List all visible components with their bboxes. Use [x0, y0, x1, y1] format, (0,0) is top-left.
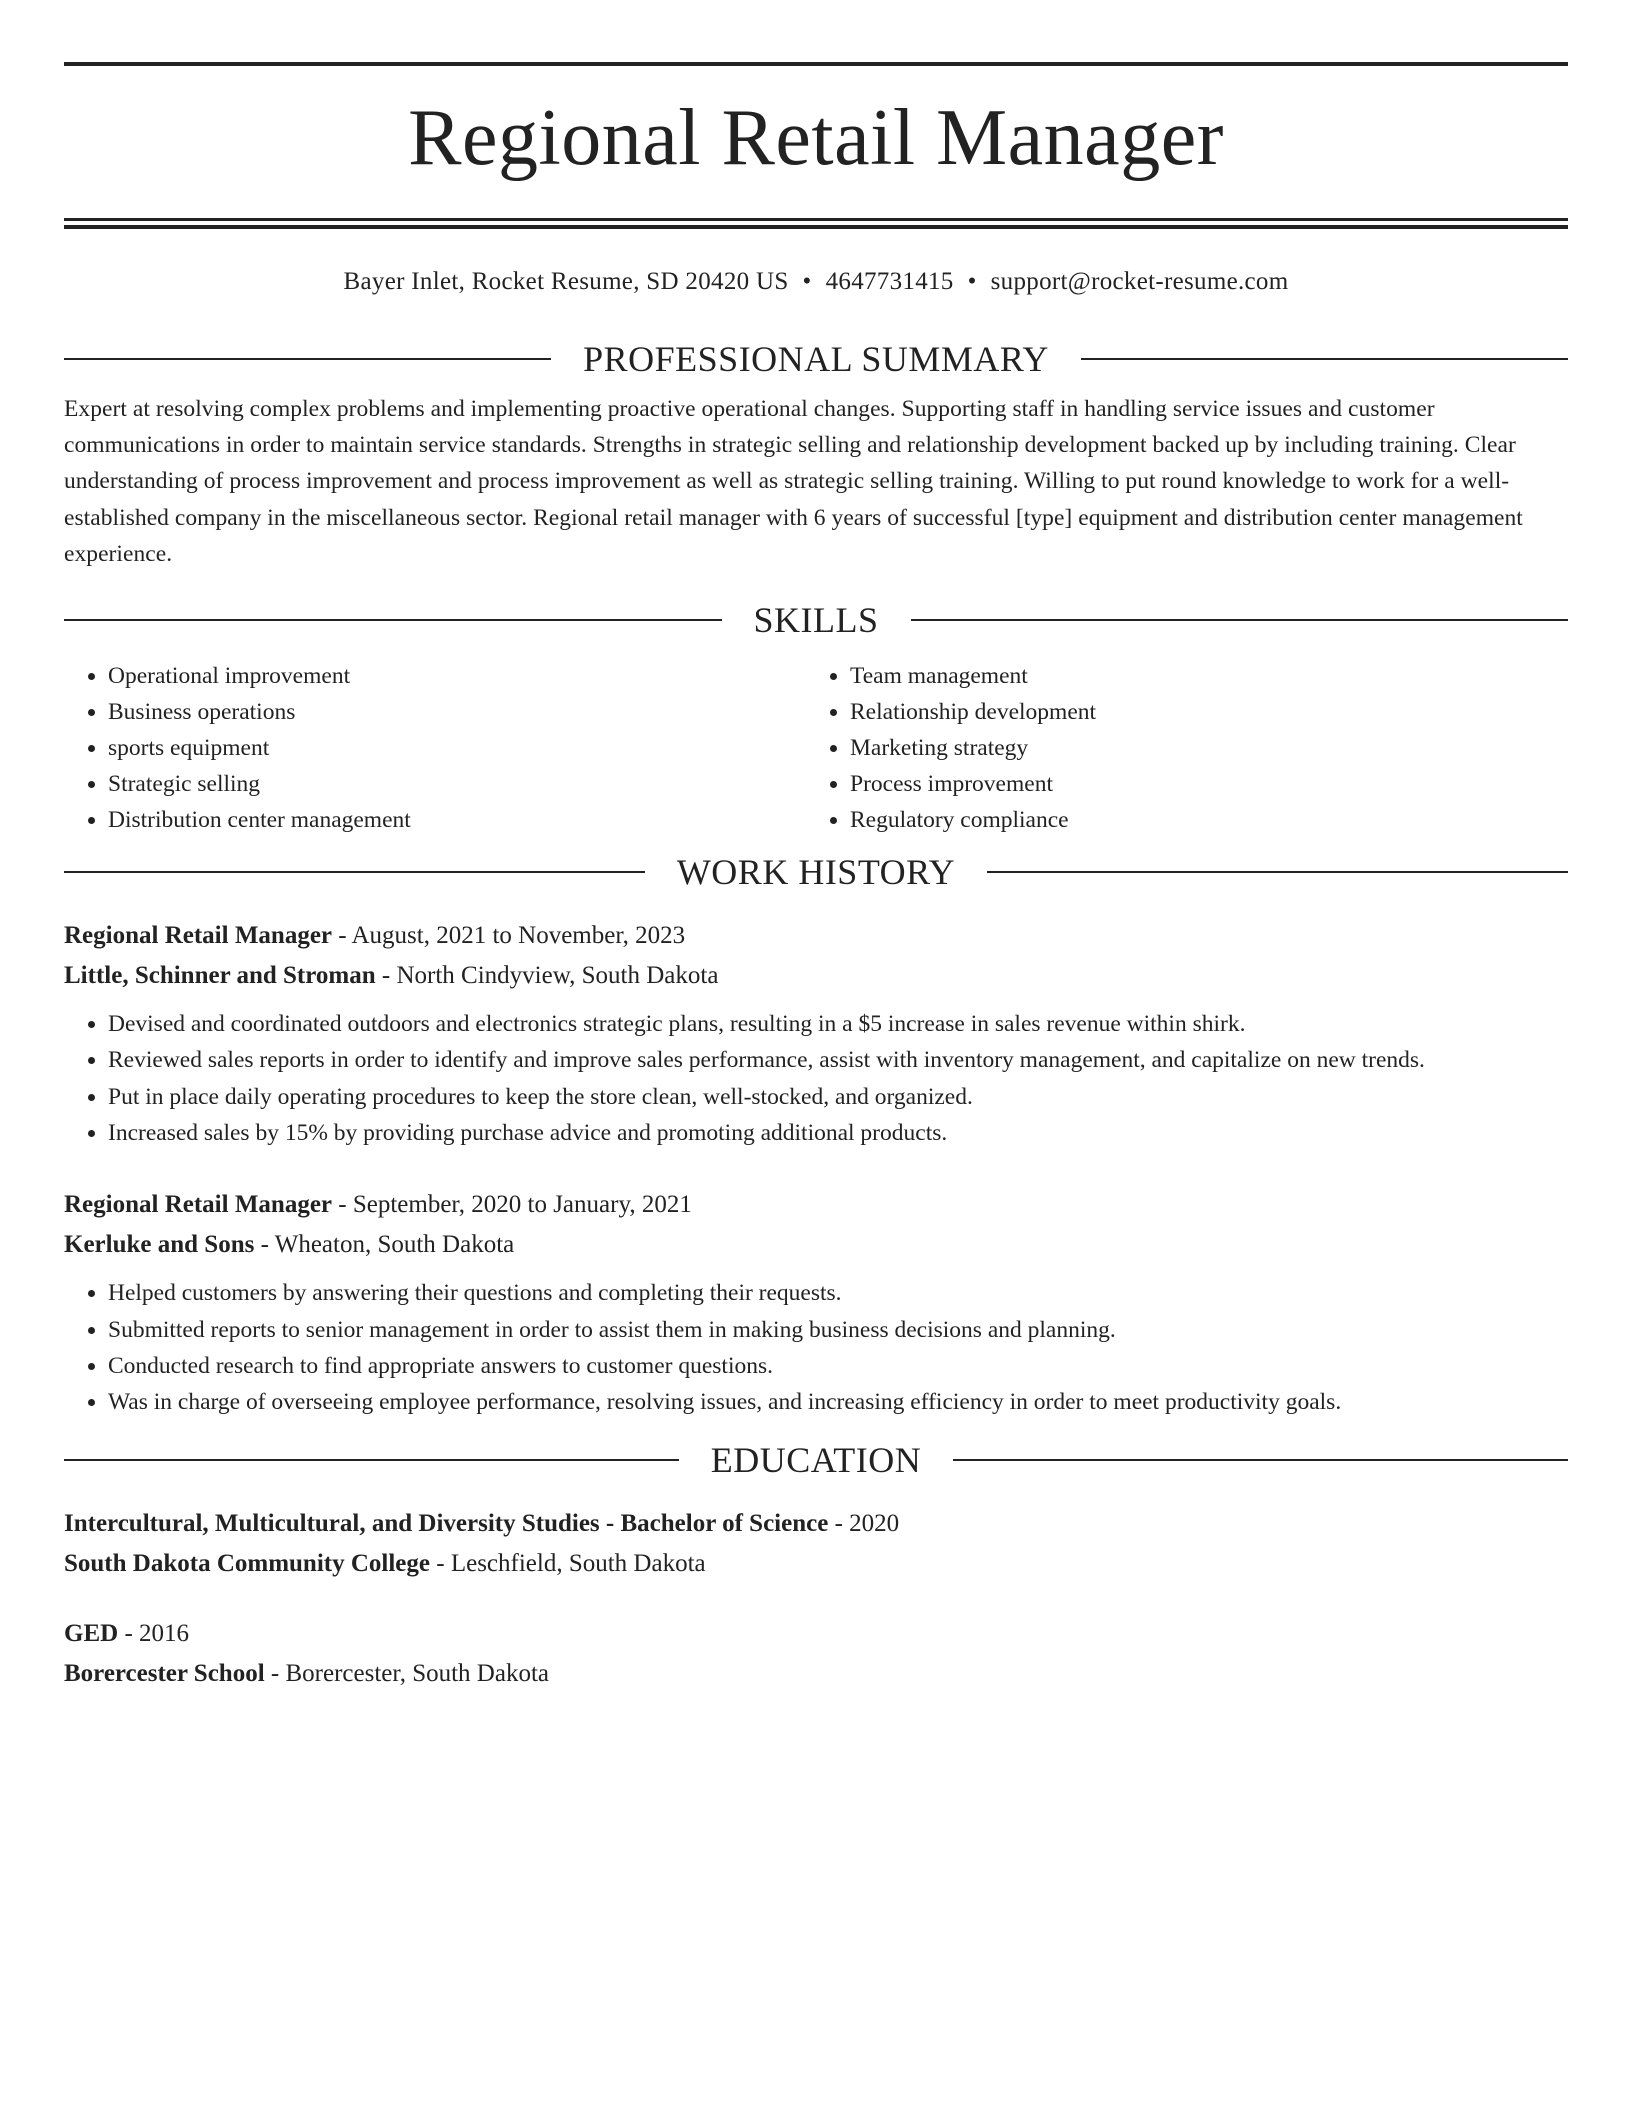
education-school: Borercester School: [64, 1660, 265, 1688]
education-entry: [64, 1614, 1568, 1694]
education-heading: [64, 1438, 1568, 1482]
job-bullets: [64, 1006, 1568, 1151]
skill-item: • sports equipment: [108, 730, 806, 766]
skill-item: • Distribution center management: [108, 802, 806, 838]
heading-rule: [987, 871, 1568, 873]
education-year: - 2016: [118, 1620, 190, 1648]
top-rule: [64, 62, 1568, 66]
job-company-line: [64, 956, 1568, 996]
education-school: South Dakota Community College: [64, 1550, 430, 1578]
job-dates: - September, 2020 to January, 2021: [332, 1191, 692, 1219]
job-company: Little, Schinner and Stroman: [64, 962, 376, 990]
job-location: - North Cindyview, South Dakota: [375, 962, 719, 990]
work-title: WORK HISTORY: [676, 852, 956, 893]
job-bullet: • Conducted research to find appropriate answers to customer questions.: [108, 1348, 1568, 1384]
work-heading: [64, 850, 1568, 894]
contact-line: [64, 267, 1568, 297]
education-location: - Borercester, South Dakota: [264, 1660, 549, 1688]
job-entry: [64, 916, 1568, 1151]
contact-separator: •: [802, 268, 812, 295]
skill-item: • Relationship development: [850, 694, 1548, 730]
summary-title: PROFESSIONAL SUMMARY: [583, 339, 1049, 379]
education-location: - Leschfield, South Dakota: [430, 1550, 706, 1578]
skills-list: [64, 658, 1568, 838]
skills-column-left: [64, 658, 806, 838]
skills-column-right: [806, 658, 1548, 838]
skills-heading: [64, 598, 1568, 642]
contact-email[interactable]: support@rocket-resume.com: [990, 268, 1289, 295]
education-school-line: [64, 1544, 1568, 1584]
education-degree: Intercultural, Multicultural, and Diversity Studies - Bachelor of Science: [64, 1510, 829, 1538]
skill-item: • Team management: [850, 658, 1548, 694]
job-role: Regional Retail Manager: [64, 1191, 333, 1219]
job-title-line: [64, 916, 1568, 956]
job-dates: - August, 2021 to November, 2023: [332, 922, 686, 950]
heading-rule: [64, 871, 645, 873]
education-degree-line: [64, 1504, 1568, 1544]
education-degree-line: [64, 1614, 1568, 1654]
job-title-line: [64, 1185, 1568, 1225]
job-bullet: • Was in charge of overseeing employee performance, resolving issues, and increasing efficiency in order to meet productivity goals.: [108, 1384, 1568, 1420]
education-year: - 2020: [828, 1510, 900, 1538]
job-bullet: • Put in place daily operating procedures to keep the store clean, well-stocked, and organized.: [108, 1079, 1568, 1115]
heading-rule: [911, 619, 1569, 621]
heading-rule: [953, 1459, 1568, 1461]
skill-item: • Marketing strategy: [850, 730, 1548, 766]
job-bullet: • Increased sales by 15% by providing purchase advice and promoting additional products.: [108, 1115, 1568, 1151]
skill-item: • Strategic selling: [108, 766, 806, 802]
skill-item: • Operational improvement: [108, 658, 806, 694]
heading-rule: [64, 619, 722, 621]
education-school-line: [64, 1654, 1568, 1694]
job-company-line: [64, 1225, 1568, 1265]
heading-rule: [1081, 358, 1568, 360]
skill-item: • Business operations: [108, 694, 806, 730]
contact-phone: 4647731415: [825, 268, 954, 295]
summary-text: Expert at resolving complex problems and implementing proactive operational changes. Supporting staff in handling service issues and customer communications in order to maintain service standards. Strengths in strategic selling and relationship development backed up by including training. Clear understanding of process improvement and process improvement as well as strategic selling training. Willing to put round knowledge to work for a well-established company in the miscellaneous sector. Regional retail manager with 6 years of successful [type] equipment and distribution center management experience.: [64, 396, 1523, 567]
resume-page: [64, 62, 1568, 1694]
skills-title: SKILLS: [753, 600, 879, 641]
job-bullet: • Reviewed sales reports in order to identify and improve sales performance, assist with inventory management, and capitalize on new trends.: [108, 1042, 1568, 1078]
job-bullets: [64, 1275, 1568, 1420]
job-role: Regional Retail Manager: [64, 922, 333, 950]
heading-rule: [64, 358, 551, 360]
education-degree: GED: [64, 1620, 119, 1648]
job-bullet: • Helped customers by answering their questions and completing their requests.: [108, 1275, 1568, 1311]
summary-heading: [64, 337, 1568, 381]
job-entry: [64, 1185, 1568, 1420]
job-company: Kerluke and Sons: [64, 1231, 255, 1259]
education-title: EDUCATION: [710, 1440, 922, 1481]
contact-separator: •: [967, 268, 977, 295]
double-rule: [64, 218, 1568, 229]
resume-name: Regional Retail Manager: [408, 94, 1224, 182]
skill-item: • Regulatory compliance: [850, 802, 1548, 838]
skill-item: • Process improvement: [850, 766, 1548, 802]
heading-rule: [64, 1459, 679, 1461]
education-entry: [64, 1504, 1568, 1584]
contact-address: Bayer Inlet, Rocket Resume, SD 20420 US: [343, 268, 789, 295]
job-bullet: • Submitted reports to senior management in order to assist them in making business decisions and planning.: [108, 1312, 1568, 1348]
job-bullet: • Devised and coordinated outdoors and electronics strategic plans, resulting in a $5 increase in sales revenue within shirk.: [108, 1006, 1568, 1042]
job-location: - Wheaton, South Dakota: [254, 1231, 515, 1259]
